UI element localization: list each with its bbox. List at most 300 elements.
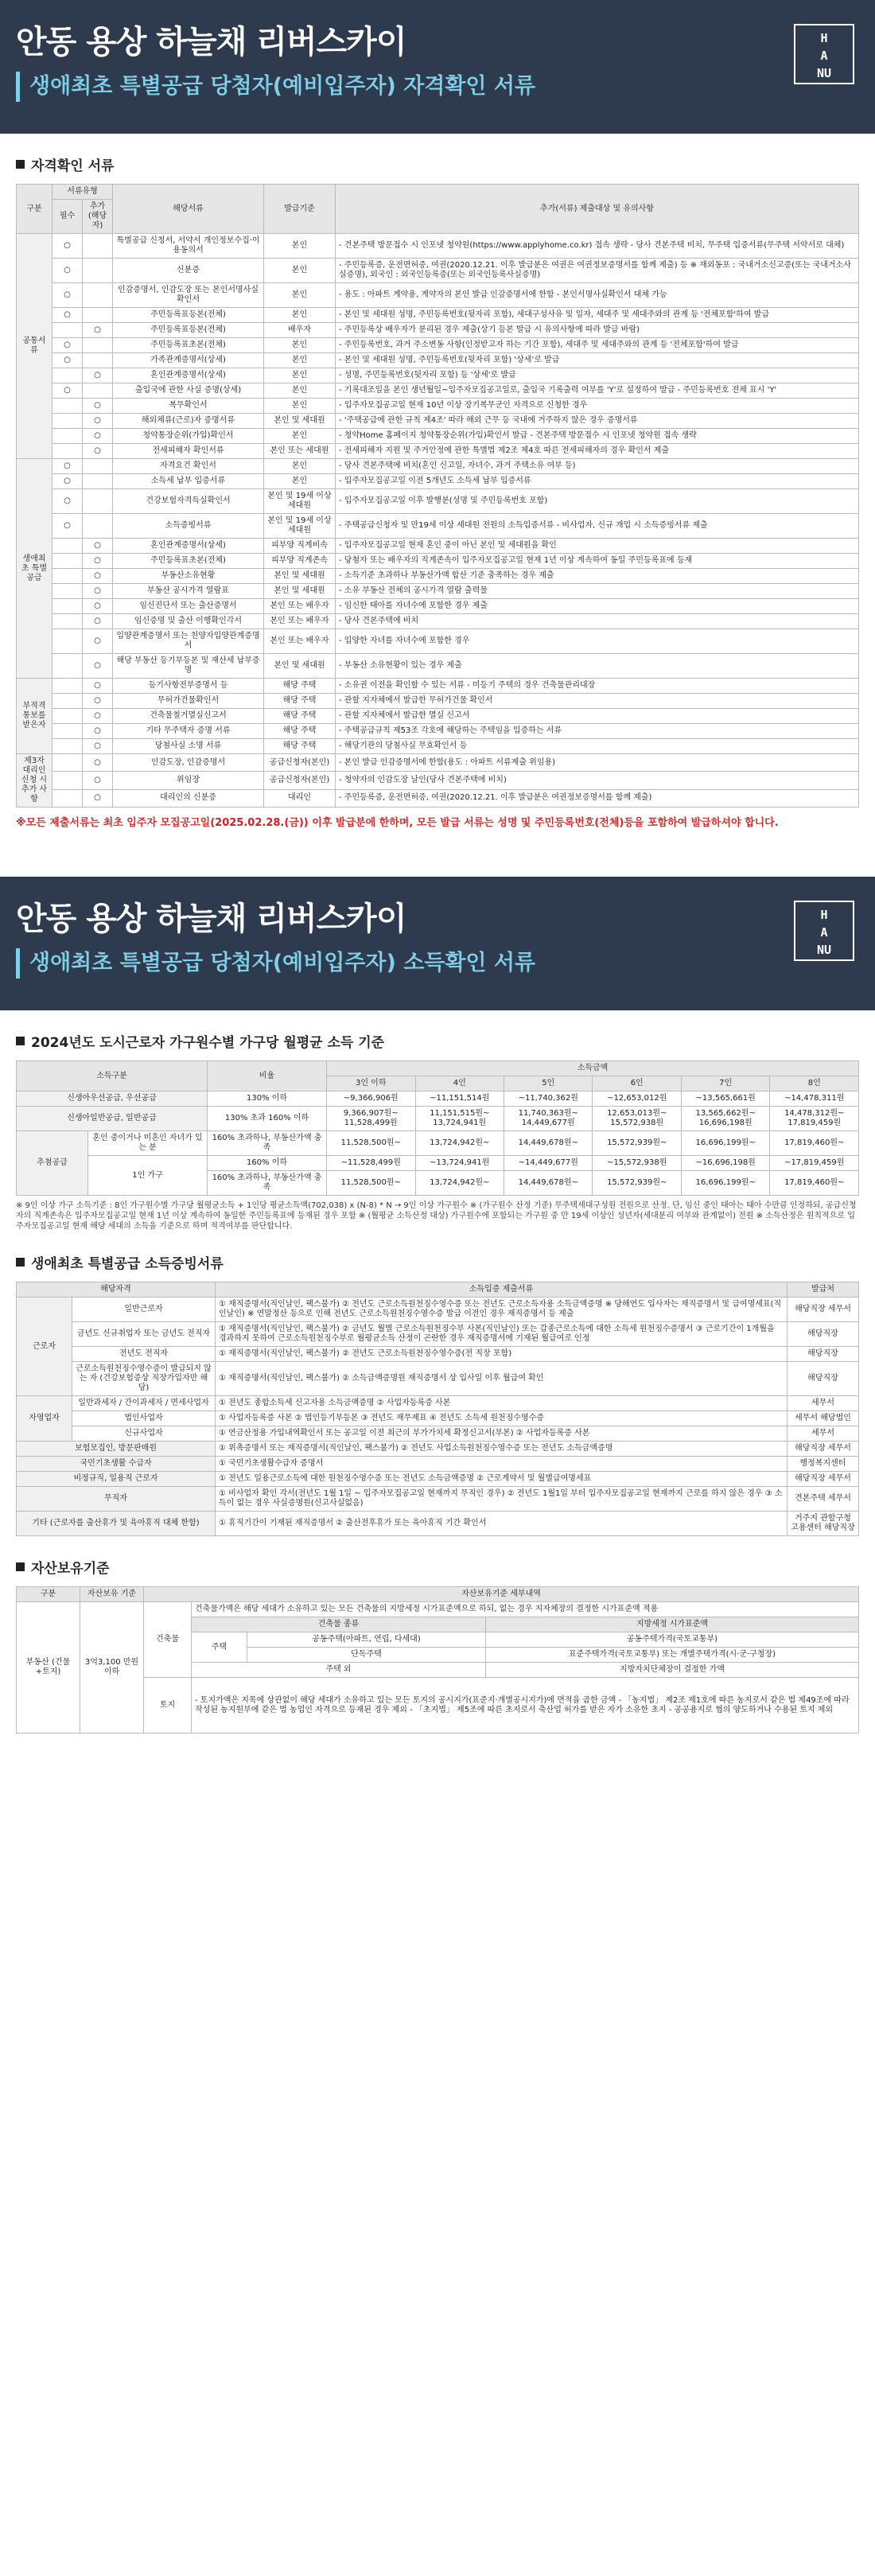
- income-proof-table: [16, 1282, 859, 1536]
- remarks: - 소득기준 초과하나 부동산가액 합산 기준 충족하는 경우 제출: [336, 569, 859, 584]
- doc-name: 주민등록표초본(전체): [113, 338, 264, 353]
- doc-name: 위임장: [113, 772, 264, 789]
- qualification-sub: 신규사업자: [72, 1426, 216, 1442]
- table-row: [17, 1347, 859, 1362]
- required-mark: ○: [52, 259, 83, 283]
- table-row: [17, 283, 859, 308]
- income-value: 14,449,678원~: [504, 1131, 592, 1156]
- qualification-group: 근로자: [17, 1298, 72, 1396]
- table-row: [17, 1362, 859, 1396]
- asset-standard-section: [0, 1557, 875, 1734]
- header-cell: 소득금액: [327, 1061, 859, 1076]
- extra-mark: [83, 514, 113, 539]
- qualification-group: 비정규직, 일용직 근로자: [17, 1472, 216, 1487]
- extra-mark: ○: [83, 368, 113, 383]
- table-row: [17, 1512, 859, 1536]
- extra-mark: ○: [83, 694, 113, 709]
- group-cell: 생애최초 특별공급: [17, 459, 52, 679]
- doc-name: 무허가건물확인서: [113, 694, 264, 709]
- issuer: 대리인: [264, 789, 336, 807]
- doc-name: 당첨사실 소명 서류: [113, 739, 264, 754]
- doc-name: 소득세 납부 입증서류: [113, 474, 264, 489]
- income-value: ~17,819,459원: [770, 1156, 859, 1171]
- proof-docs: ① 재직증명서(직인날인, 팩스불가) ② 전년도 근로소득원천징수영수증(전 직장 포함): [216, 1347, 788, 1362]
- income-value: 13,565,662원~ 16,696,198원: [681, 1107, 769, 1131]
- remarks: - 당사 견본주택에 비치(혼인 신고일, 자녀수, 과거 주택소유 여부 등): [336, 459, 859, 474]
- logo-line: H: [820, 31, 828, 45]
- required-mark: ○: [52, 283, 83, 308]
- issuer: 본인 및 세대원: [264, 569, 336, 584]
- table-row: [17, 414, 859, 429]
- header-cell: 해당서류: [113, 185, 264, 234]
- qualification-sub: 전년도 전직자: [72, 1347, 216, 1362]
- income-ratio: 130% 초과 160% 이하: [208, 1107, 327, 1131]
- extra-mark: ○: [83, 739, 113, 754]
- issuer: 본인: [264, 474, 336, 489]
- extra-mark: ○: [83, 709, 113, 724]
- income-value: 11,740,363원~ 14,449,677원: [504, 1107, 592, 1131]
- required-mark: [52, 569, 83, 584]
- non-house-type: 주택 외: [192, 1663, 486, 1678]
- extra-mark: ○: [83, 399, 113, 414]
- asset-limit: 3억3,100 만원 이하: [80, 1602, 144, 1734]
- issuer: 견본주택 세무서: [788, 1487, 859, 1512]
- footnote: ※모든 제출서류는 최초 입주자 모집공고일(2025.02.28.(금)) 이후 발급분에 한하며, 모든 발급 서류는 성명 및 주민등록번호(전체)등을 포함하여 발급하셔야 합니다.: [16, 817, 779, 829]
- required-mark: [52, 584, 83, 599]
- household-size-header: 4인: [415, 1076, 504, 1091]
- land-label: 토지: [144, 1678, 192, 1734]
- doc-name: 해당 부동산 등기부등본 및 재산세 납부증명: [113, 654, 264, 679]
- brand-logo: [794, 901, 854, 961]
- doc-name: 건축물철거멸실신고서: [113, 709, 264, 724]
- doc-name: 부동산소유현황: [113, 569, 264, 584]
- header-cell: 비율: [208, 1061, 327, 1091]
- required-mark: [52, 399, 83, 414]
- brand-logo: [794, 24, 854, 84]
- table-row: [17, 724, 859, 739]
- table-row: [17, 569, 859, 584]
- income-value: 15,572,939원~: [593, 1131, 681, 1156]
- required-mark: [52, 679, 83, 694]
- required-mark: [52, 754, 83, 772]
- extra-mark: ○: [83, 444, 113, 459]
- issuer: 본인 및 19세 이상 세대원: [264, 514, 336, 539]
- table-row: [17, 789, 859, 807]
- issuer: 본인 및 19세 이상 세대원: [264, 489, 336, 514]
- qualification-group: 보험모집인, 방문판매원: [17, 1442, 216, 1457]
- remarks: - 기록대조일을 본인 생년월일~입주자모집공고일로, 출입국 기록출력 여부를 'Y'로 설정하여 발급 - 주민등록번호 전체 표시 'Y': [336, 383, 859, 399]
- required-mark: [52, 414, 83, 429]
- doc-name: 임신진단서 또는 출산증명서: [113, 599, 264, 614]
- header-cell: 추가(해당자): [83, 200, 113, 234]
- income-subcategory: 1인 가구: [88, 1156, 208, 1196]
- doc-name: 부동산 공시가격 열람표: [113, 584, 264, 599]
- remarks: - 청약자의 인감도장 날인(당사 견본주택에 비치): [336, 772, 859, 789]
- income-standard-table: [16, 1060, 859, 1196]
- doc-name: 인감도장, 인감증명서: [113, 754, 264, 772]
- remarks: - 전세피해자 지원 및 주거안정에 관한 특별법 제2조 제4호 따른 전세피해자의 경우 확인서 제출: [336, 444, 859, 459]
- doc-name: 전세피해자 확인서류: [113, 444, 264, 459]
- doc-name: 인감증명서, 인감도장 또는 본인서명사실확인서: [113, 283, 264, 308]
- issuer: 본인: [264, 429, 336, 444]
- remarks: - 해당기관의 당첨사실 무효확인서 등: [336, 739, 859, 754]
- issuer: 해당직장 세무서: [788, 1442, 859, 1457]
- income-proof-body: [17, 1298, 859, 1536]
- square-bullet-icon: [16, 1562, 25, 1571]
- header-cell: 추가(서류) 제출대상 및 유의사항: [336, 185, 859, 234]
- doc-name: 대리인의 신분증: [113, 789, 264, 807]
- table-row: [17, 679, 859, 694]
- remarks: - 소유 부동산 전체의 공시가격 열람 출력물: [336, 584, 859, 599]
- income-ratio: 130% 이하: [208, 1091, 327, 1107]
- section-title: 자산보유기준: [31, 1561, 110, 1577]
- issuer: 본인 또는 배우자: [264, 599, 336, 614]
- table-row: [17, 234, 859, 259]
- issuer: 본인 또는 배우자: [264, 629, 336, 654]
- remarks: - 당첨자 또는 배우자의 직계존속이 입주자모집공고일 현재 1년 이상 계속하여 동일 주민등록표에 등재: [336, 554, 859, 569]
- doc-name: 신분증: [113, 259, 264, 283]
- issuer: 본인 또는 배우자: [264, 614, 336, 629]
- table-row: [17, 474, 859, 489]
- required-mark: ○: [52, 308, 83, 323]
- doc-name: 건강보험자격득실확인서: [113, 489, 264, 514]
- proof-docs: ① 전년도 일용근로소득에 대한 원천징수영수증 또는 전년도 소득금액증명 ② 근로계약서 및 월별급여명세표: [216, 1472, 788, 1487]
- income-ratio: 160% 이하: [208, 1156, 327, 1171]
- income-value: 11,151,515원~ 13,724,941원: [415, 1107, 504, 1131]
- proof-docs: ① 위촉증명서 또는 재직증명서(직인날인, 팩스불가) ② 전년도 사업소득원천징수영수증 또는 전년도 소득금액증명: [216, 1442, 788, 1457]
- required-mark: [52, 429, 83, 444]
- table-row: [17, 754, 859, 772]
- issuer: 배우자: [264, 323, 336, 338]
- required-mark: ○: [52, 459, 83, 474]
- issuer: 해당직장: [788, 1362, 859, 1396]
- income-standard-section: [0, 1031, 875, 1232]
- proof-docs: ① 재직증명서(직인날인, 팩스불가) ② 전년도 근로소득원천징수영수증 또는 전년도 근로소득자용 소득금액증명 ※ 당해연도 입사자는 재직증명서 및 급여명세표(직인날인) ※ 연말정산 등으로 인해 전년도 근로소득원천징수영수증 발급 이전인 경우 재직증명서 등 제출: [216, 1298, 788, 1322]
- extra-mark: ○: [83, 599, 113, 614]
- doc-name: 주민등록표초본(전체): [113, 554, 264, 569]
- income-value: ~15,572,938원: [593, 1156, 681, 1171]
- group-cell: 제3자 대리인 신청 시 추가 사항: [17, 754, 52, 807]
- square-bullet-icon: [16, 1037, 25, 1045]
- qualification-sub: 금년도 신규취업자 또는 금년도 전직자: [72, 1322, 216, 1347]
- extra-mark: [83, 474, 113, 489]
- required-mark: [52, 444, 83, 459]
- table-row: [17, 368, 859, 383]
- section-heading: [16, 1252, 859, 1272]
- income-category: 추첨공급: [17, 1131, 88, 1196]
- doc-name: 혼인관계증명서(상세): [113, 539, 264, 554]
- group-cell: 공통서류: [17, 234, 52, 459]
- required-mark: ○: [52, 338, 83, 353]
- required-mark: ○: [52, 489, 83, 514]
- income-value: 11,528,500원~: [327, 1131, 415, 1156]
- income-value: 16,696,199원~: [681, 1171, 769, 1196]
- header-banner: [0, 877, 875, 1010]
- doc-name: 청약통장순위(가입)확인서: [113, 429, 264, 444]
- extra-mark: ○: [83, 539, 113, 554]
- required-mark: [52, 789, 83, 807]
- required-mark: ○: [52, 353, 83, 368]
- extra-mark: ○: [83, 772, 113, 789]
- income-standard-body: [17, 1091, 859, 1196]
- doc-name: 해외체류(근로)자 증명서류: [113, 414, 264, 429]
- issuer: 본인: [264, 368, 336, 383]
- issuer: 본인 또는 세대원: [264, 444, 336, 459]
- table-row: [17, 1131, 859, 1156]
- table-row: [17, 399, 859, 414]
- required-mark: ○: [52, 474, 83, 489]
- table-row: [17, 429, 859, 444]
- table-row: [17, 338, 859, 353]
- proof-docs: ① 재직증명서(직인날인, 팩스불가) ② 금년도 월별 근로소득원천징수부 사본(직인날인) 또는 갑종근로소득에 대한 소득세 원천징수증명서 ③ 근로기간이 1개월을 경과하지 못하여 근로소득원천징수부로 월평균소득 산정이 곤란한 경우 재직증명서에 기재된 월급여로 인정: [216, 1322, 788, 1347]
- issuer: 해당 주택: [264, 739, 336, 754]
- remarks: - 주택공급규칙 제53조 각호에 해당하는 주택임을 입증하는 서류: [336, 724, 859, 739]
- table-row: [17, 323, 859, 338]
- header-cell: 소득입증 제출서류: [216, 1282, 788, 1298]
- extra-mark: [83, 308, 113, 323]
- issuer: 세무서: [788, 1426, 859, 1442]
- extra-mark: [83, 283, 113, 308]
- remarks: - 주민등록상 배우자가 분리된 경우 제출(상기 등본 발급 시 유의사항에 따라 발급 바람): [336, 323, 859, 338]
- remarks: - '주택공급에 관한 규칙 제4조' 따라 해외 근무 등 국내에 거주하지 않은 경우 증명서류: [336, 414, 859, 429]
- income-ratio: 160% 초과하나, 부동산가액 충족: [208, 1131, 327, 1156]
- issuer: 세무서: [788, 1396, 859, 1411]
- household-size-header: 7인: [681, 1076, 769, 1091]
- required-mark: [52, 614, 83, 629]
- logo-line: NU: [816, 66, 832, 80]
- doc-name: 입양관계증명서 또는 친양자입양관계증명서: [113, 629, 264, 654]
- extra-mark: [83, 259, 113, 283]
- extra-mark: [83, 459, 113, 474]
- issuer: 본인: [264, 399, 336, 414]
- extra-mark: [83, 489, 113, 514]
- required-mark: ○: [52, 514, 83, 539]
- remarks: - 입주자모집공고일 이후 발행분(성명 및 주민등록번호 포함): [336, 489, 859, 514]
- income-value: ~16,696,198원: [681, 1156, 769, 1171]
- income-value: ~9,366,906원: [327, 1091, 415, 1107]
- header-cell: 지방세정 시가표준액: [486, 1617, 859, 1632]
- extra-mark: ○: [83, 789, 113, 807]
- doc-name: 특별공급 신청서, 서약서 개인정보수집·이용동의서: [113, 234, 264, 259]
- remarks: - 주민등록증, 운전면허증, 여권(2020.12.21. 이후 발급분은 여권정보증명서를 함께 제출): [336, 789, 859, 807]
- table-row: [17, 1457, 859, 1472]
- square-bullet-icon: [16, 160, 25, 169]
- proof-docs: ① 사업자등록증 사본 ② 법인등기부등본 ③ 전년도 재무제표 ④ 전년도 소득세 원천징수영수증: [216, 1411, 788, 1426]
- income-value: 13,724,942원~: [415, 1131, 504, 1156]
- issuer: 해당직장 세무서: [788, 1472, 859, 1487]
- table-row: [17, 739, 859, 754]
- issuer: 본인: [264, 259, 336, 283]
- doc-name: 자격요건 확인서: [113, 459, 264, 474]
- logo-line: A: [820, 925, 828, 940]
- remarks: - 본인 및 세대원 성명, 주민등록번호(뒷자리 포함), 세대구성사유 및 일자, 세대주 및 세대주와의 관계 등 '전체포함'하여 발급: [336, 308, 859, 323]
- issuer: 세무서 해당법인: [788, 1411, 859, 1426]
- doc-name: 복무확인서: [113, 399, 264, 414]
- income-value: 9,366,907원~ 11,528,499원: [327, 1107, 415, 1131]
- extra-mark: ○: [83, 629, 113, 654]
- income-value: ~11,151,514원: [415, 1091, 504, 1107]
- section-title: 2024년도 도시근로자 가구원수별 가구당 월평균 소득 기준: [31, 1035, 385, 1051]
- remarks: - 성명, 주민등록번호(뒷자리 포함) 등 '상세'로 발급: [336, 368, 859, 383]
- doc-name: 주민등록표등본(전체): [113, 323, 264, 338]
- remarks: - 입주자모집공고일 현재 10년 이상 장기복무군인 자격으로 신청한 경우: [336, 399, 859, 414]
- qualification-group: 자영업자: [17, 1396, 72, 1442]
- banner-title: 안동 용상 하늘채 리버스카이: [16, 901, 406, 937]
- required-mark: [52, 599, 83, 614]
- required-mark: [52, 772, 83, 789]
- header-cell: 자산보유 기준: [80, 1587, 144, 1602]
- income-value: ~13,724,941원: [415, 1156, 504, 1171]
- header-cell: 발급기준: [264, 185, 336, 234]
- income-subcategory: 혼인 중이거나 미혼인 자녀가 있는 분: [88, 1131, 208, 1156]
- income-value: ~14,478,311원: [770, 1091, 859, 1107]
- house-price: 표준주택가격(국토교통부) 또는 개별주택가격(시·군·구청장): [486, 1648, 859, 1663]
- asset-standard-table: [16, 1586, 859, 1734]
- table-row: [17, 489, 859, 514]
- remarks: - 견본주택 방문접수 시 인포넷 청약원(https://www.applyhome.co.kr) 접속 생략 - 당사 견본주택 비치, 무주택 입증서류(무주택 서약서로 대체): [336, 234, 859, 259]
- extra-mark: ○: [83, 614, 113, 629]
- house-type: 공동주택(아파트, 연립, 다세대): [247, 1632, 486, 1648]
- doc-name: 소득증빙서류: [113, 514, 264, 539]
- extra-mark: [83, 234, 113, 259]
- income-notes: ※ 9인 이상 가구 소득기준 : 8인 가구원수별 가구당 월평균소득 + 1인당 평균소득액(702,038) x (N-8) * N → 9인 이상 가구원수 ※ (가구원수 산정 기준) 무주택세대구성원 전원으로 산정. 단, 임신 중인 태아는 태아 수만큼 인정하되, 공급신청자의 직계존속은 입주자모집공고일 현재 1년 이상 계속하여 동일한 주민등록표에 등재된 경우 포함 ※ (월평균 소득산정 대상) 가구원수에 포함되는 가구원 중 만 19세 이상인 성년자(세대분리 여부와 관계없이) 전원 ※ 소득산정은 원칙적으로 입주자모집공고일 현재 해당 세대의 소득을 기준으로 하며 적격여부를 판단합니다.: [16, 1201, 857, 1231]
- income-category: 신생아우선공급, 우선공급: [17, 1091, 208, 1107]
- house-type: 단독주택: [247, 1648, 486, 1663]
- doc-name: 등기사항전부증명서 등: [113, 679, 264, 694]
- building-desc: 건축물가액은 해당 세대가 소유하고 있는 모든 건축물의 지방세정 시가표준액으로 하되, 없는 경우 지자체장의 결정한 시가표준액 적용: [192, 1602, 859, 1617]
- header-cell: 발급처: [788, 1282, 859, 1298]
- header-cell: 해당자격: [17, 1282, 216, 1298]
- income-value: 16,696,199원~: [681, 1131, 769, 1156]
- issuer: 본인 및 세대원: [264, 414, 336, 429]
- section-title: 생애최초 특별공급 소득증빙서류: [31, 1256, 224, 1272]
- section-heading: [16, 1031, 859, 1051]
- land-desc: - 토지가액은 지목에 상관없이 해당 세대가 소유하고 있는 모든 토지의 공시지가(표준지·개별공시지가)에 면적을 곱한 금액 - 「농지법」 제2조 제1호에 따른 농지로서 같은 법 제49조에 따라 작성된 농지원부에 같은 법 농업인 자격으로 등재된 경우 제외 - 「초지법」 제5조에 따른 초지로서 축산업 허가를 받은 자가 소유한 초지 - 공공용지로 협의 양도하거나 수용된 토지 제외: [192, 1678, 859, 1734]
- required-mark: [52, 694, 83, 709]
- table-row: [17, 1472, 859, 1487]
- section-title: 자격확인 서류: [31, 158, 115, 174]
- issuer: 피부양 직계존속: [264, 554, 336, 569]
- remarks: - 관할 지자체에서 발급한 무허가건물 확인서: [336, 694, 859, 709]
- qualification-docs-body: [17, 234, 859, 807]
- issuer: 해당 주택: [264, 709, 336, 724]
- table-row: [17, 383, 859, 399]
- issuer: 공급신청자(본인): [264, 754, 336, 772]
- remarks: - 주민등록증, 운전면허증, 여권(2020.12.21. 이후 발급분은 여권은 여권정보증명서를 함께 제출) 등 ※ 재외동포 : 국내거소신고증(또는 국내거소사실증명), 외국인 : 외국인등록증(또는 외국인등록사실증명): [336, 259, 859, 283]
- extra-mark: ○: [83, 724, 113, 739]
- income-value: 12,653,013원~ 15,572,938원: [593, 1107, 681, 1131]
- issuer: 본인: [264, 383, 336, 399]
- remarks: - 입주자모집공고일 현재 혼인 중이 아닌 본인 및 세대원을 확인: [336, 539, 859, 554]
- remarks: - 주택공급신청자 및 만19세 이상 세대원 전원의 소득입증서류 - 비사업자, 신규 개업 시 소득증빙서류 제출: [336, 514, 859, 539]
- house-price: 공동주택가격(국토교통부): [486, 1632, 859, 1648]
- extra-mark: [83, 338, 113, 353]
- table-row: [17, 694, 859, 709]
- income-value: 11,528,500원~: [327, 1171, 415, 1196]
- issuer: 본인: [264, 283, 336, 308]
- proof-docs: ① 재직증명서(직인날인, 팩스불가) ② 소득금액증명원 재직증명서 상 입사일 이후 월급여 확인: [216, 1362, 788, 1396]
- income-value: 15,572,939원~: [593, 1171, 681, 1196]
- header-cell: 구분: [17, 185, 52, 234]
- income-value: 17,819,460원~: [770, 1171, 859, 1196]
- remarks: - 부동산 소유현황이 있는 경우 제출: [336, 654, 859, 679]
- extra-mark: ○: [83, 654, 113, 679]
- doc-name: 혼인관계증명서(상세): [113, 368, 264, 383]
- remarks: - 청약Home 홈페이지 청약통장순위(가입)확인서 발급 - 견본주택 방문접수 시 인포넷 청약원 접속 생략: [336, 429, 859, 444]
- remarks: - 입주자모집공고일 이전 5개년도 소득세 납부 입증서류: [336, 474, 859, 489]
- required-mark: [52, 323, 83, 338]
- table-row: [17, 709, 859, 724]
- required-mark: [52, 709, 83, 724]
- income-proof-section: [0, 1252, 875, 1536]
- extra-mark: [83, 383, 113, 399]
- section-heading: [16, 154, 859, 174]
- issuer: 피부양 직계비속: [264, 539, 336, 554]
- doc-name: 기타 무주택자 증명 서류: [113, 724, 264, 739]
- proof-docs: ① 비사업자 확인 각서(전년도 1월 1일 ~ 입주자모집공고일 현재까지 무직인 경우) ② 전년도 1월1일 부터 입주자모집공고일 현재까지 근로를 하지 않은 경우 ③ 소득이 없는 경우 사실증명원(신고사실없음): [216, 1487, 788, 1512]
- doc-name: 주민등록표등본(전체): [113, 308, 264, 323]
- table-row: [17, 554, 859, 569]
- income-value: ~14,449,677원: [504, 1156, 592, 1171]
- required-mark: [52, 724, 83, 739]
- table-row: [17, 353, 859, 368]
- remarks: - 당사 견본주택에 비치: [336, 614, 859, 629]
- required-mark: [52, 739, 83, 754]
- doc-name: 출입국에 관한 사실 증명(상세): [113, 383, 264, 399]
- proof-docs: ① 국민기초생활수급자 증명서: [216, 1457, 788, 1472]
- extra-mark: ○: [83, 429, 113, 444]
- issuer: 본인: [264, 353, 336, 368]
- header-cell: 건축물 종류: [192, 1617, 486, 1632]
- extra-mark: ○: [83, 414, 113, 429]
- extra-mark: ○: [83, 754, 113, 772]
- issuer: 본인: [264, 338, 336, 353]
- section-heading: [16, 1557, 859, 1577]
- proof-docs: ① 연금산정용 가입내역확인서 또는 공고일 이전 최근의 부가가치세 확정신고서(부본) ② 사업자등록증 사본: [216, 1426, 788, 1442]
- remarks: - 주민등록번호, 과거 주소변동 사항(인정받고자 하는 기간 포함), 세대주 및 세대주와의 관계 등 '전체포함'하여 발급: [336, 338, 859, 353]
- qualification-group: 무직자: [17, 1487, 216, 1512]
- income-value: 17,819,460원~: [770, 1131, 859, 1156]
- group-cell: 부적격 통보를 받은자: [17, 679, 52, 754]
- table-row: [17, 1396, 859, 1411]
- header-cell: 서류유형: [52, 185, 113, 200]
- table-row: [17, 1442, 859, 1457]
- header-banner: [0, 0, 875, 134]
- issuer: 공급신청자(본인): [264, 772, 336, 789]
- proof-docs: ① 전년도 종합소득세 신고자용 소득금액증명 ② 사업자등록증 사본: [216, 1396, 788, 1411]
- extra-mark: ○: [83, 679, 113, 694]
- header-cell: 자산보유기준 세부내역: [144, 1587, 859, 1602]
- table-row: [17, 444, 859, 459]
- header-cell: 소득구분: [17, 1061, 208, 1091]
- issuer: 해당직장: [788, 1322, 859, 1347]
- remarks: - 본인 및 세대원 성명, 주민등록번호(뒷자리 포함) '상세'로 발급: [336, 353, 859, 368]
- qualification-group: 기타 (근로자를 출산휴가 및 육아휴직 대체 한함): [17, 1512, 216, 1536]
- square-bullet-icon: [16, 1258, 25, 1267]
- income-value: 13,724,942원~: [415, 1171, 504, 1196]
- income-value: 14,478,312원~ 17,819,459원: [770, 1107, 859, 1131]
- qualification-sub: 일반과세자 / 간이과세자 / 면세사업자: [72, 1396, 216, 1411]
- issuer: 본인 및 세대원: [264, 584, 336, 599]
- qualification-sub: 일반근로자: [72, 1298, 216, 1322]
- income-value: ~11,528,499원: [327, 1156, 415, 1171]
- doc-name: 가족관계증명서(상세): [113, 353, 264, 368]
- extra-mark: ○: [83, 569, 113, 584]
- extra-mark: ○: [83, 554, 113, 569]
- income-value: ~12,653,012원: [593, 1091, 681, 1107]
- table-row: [17, 539, 859, 554]
- table-row: [17, 1156, 859, 1171]
